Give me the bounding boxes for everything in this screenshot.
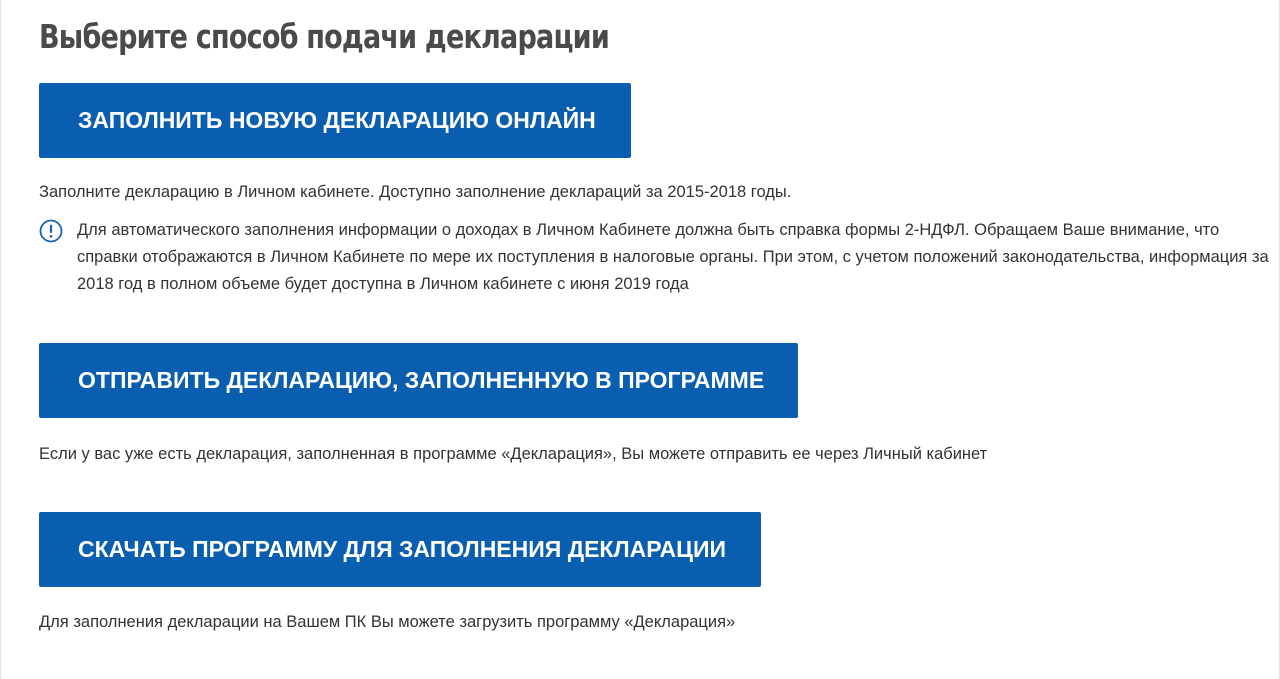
send-program-description: Если у вас уже есть декларация, заполненная в программе «Декларация», Вы можете отправить ее через Личный кабинет — [39, 445, 988, 463]
info-exclamation-icon — [39, 219, 63, 243]
download-program-description: Для заполнения декларации на Вашем ПК Вы можете загрузить программу «Декларация» — [39, 613, 736, 631]
fill-online-description: Заполните декларацию в Личном кабинете. Доступно заполнение деклараций за 2015-2018 годы. — [39, 183, 792, 201]
fill-new-declaration-online-button[interactable]: ЗАПОЛНИТЬ НОВУЮ ДЕКЛАРАЦИЮ ОНЛАЙН — [39, 83, 631, 158]
page-title: Выберите способ подачи декларации — [39, 17, 609, 56]
send-program-declaration-button[interactable]: ОТПРАВИТЬ ДЕКЛАРАЦИЮ, ЗАПОЛНЕННУЮ В ПРОГРАММЕ — [39, 343, 798, 418]
notice-text: Для автоматического заполнения информации о доходах в Личном Кабинете должна быть справка формы 2-НДФЛ. Обращаем Ваше внимание, что справки отображаются в Личном Кабинете по мере их поступления в налоговые органы. При этом, с учетом положений законодательства, информация за 2018 год в полном объеме будет доступна в Личном кабинете с июня 2019 года — [77, 221, 1269, 293]
download-program-button[interactable]: СКАЧАТЬ ПРОГРАММУ ДЛЯ ЗАПОЛНЕНИЯ ДЕКЛАРАЦИИ — [39, 512, 761, 587]
